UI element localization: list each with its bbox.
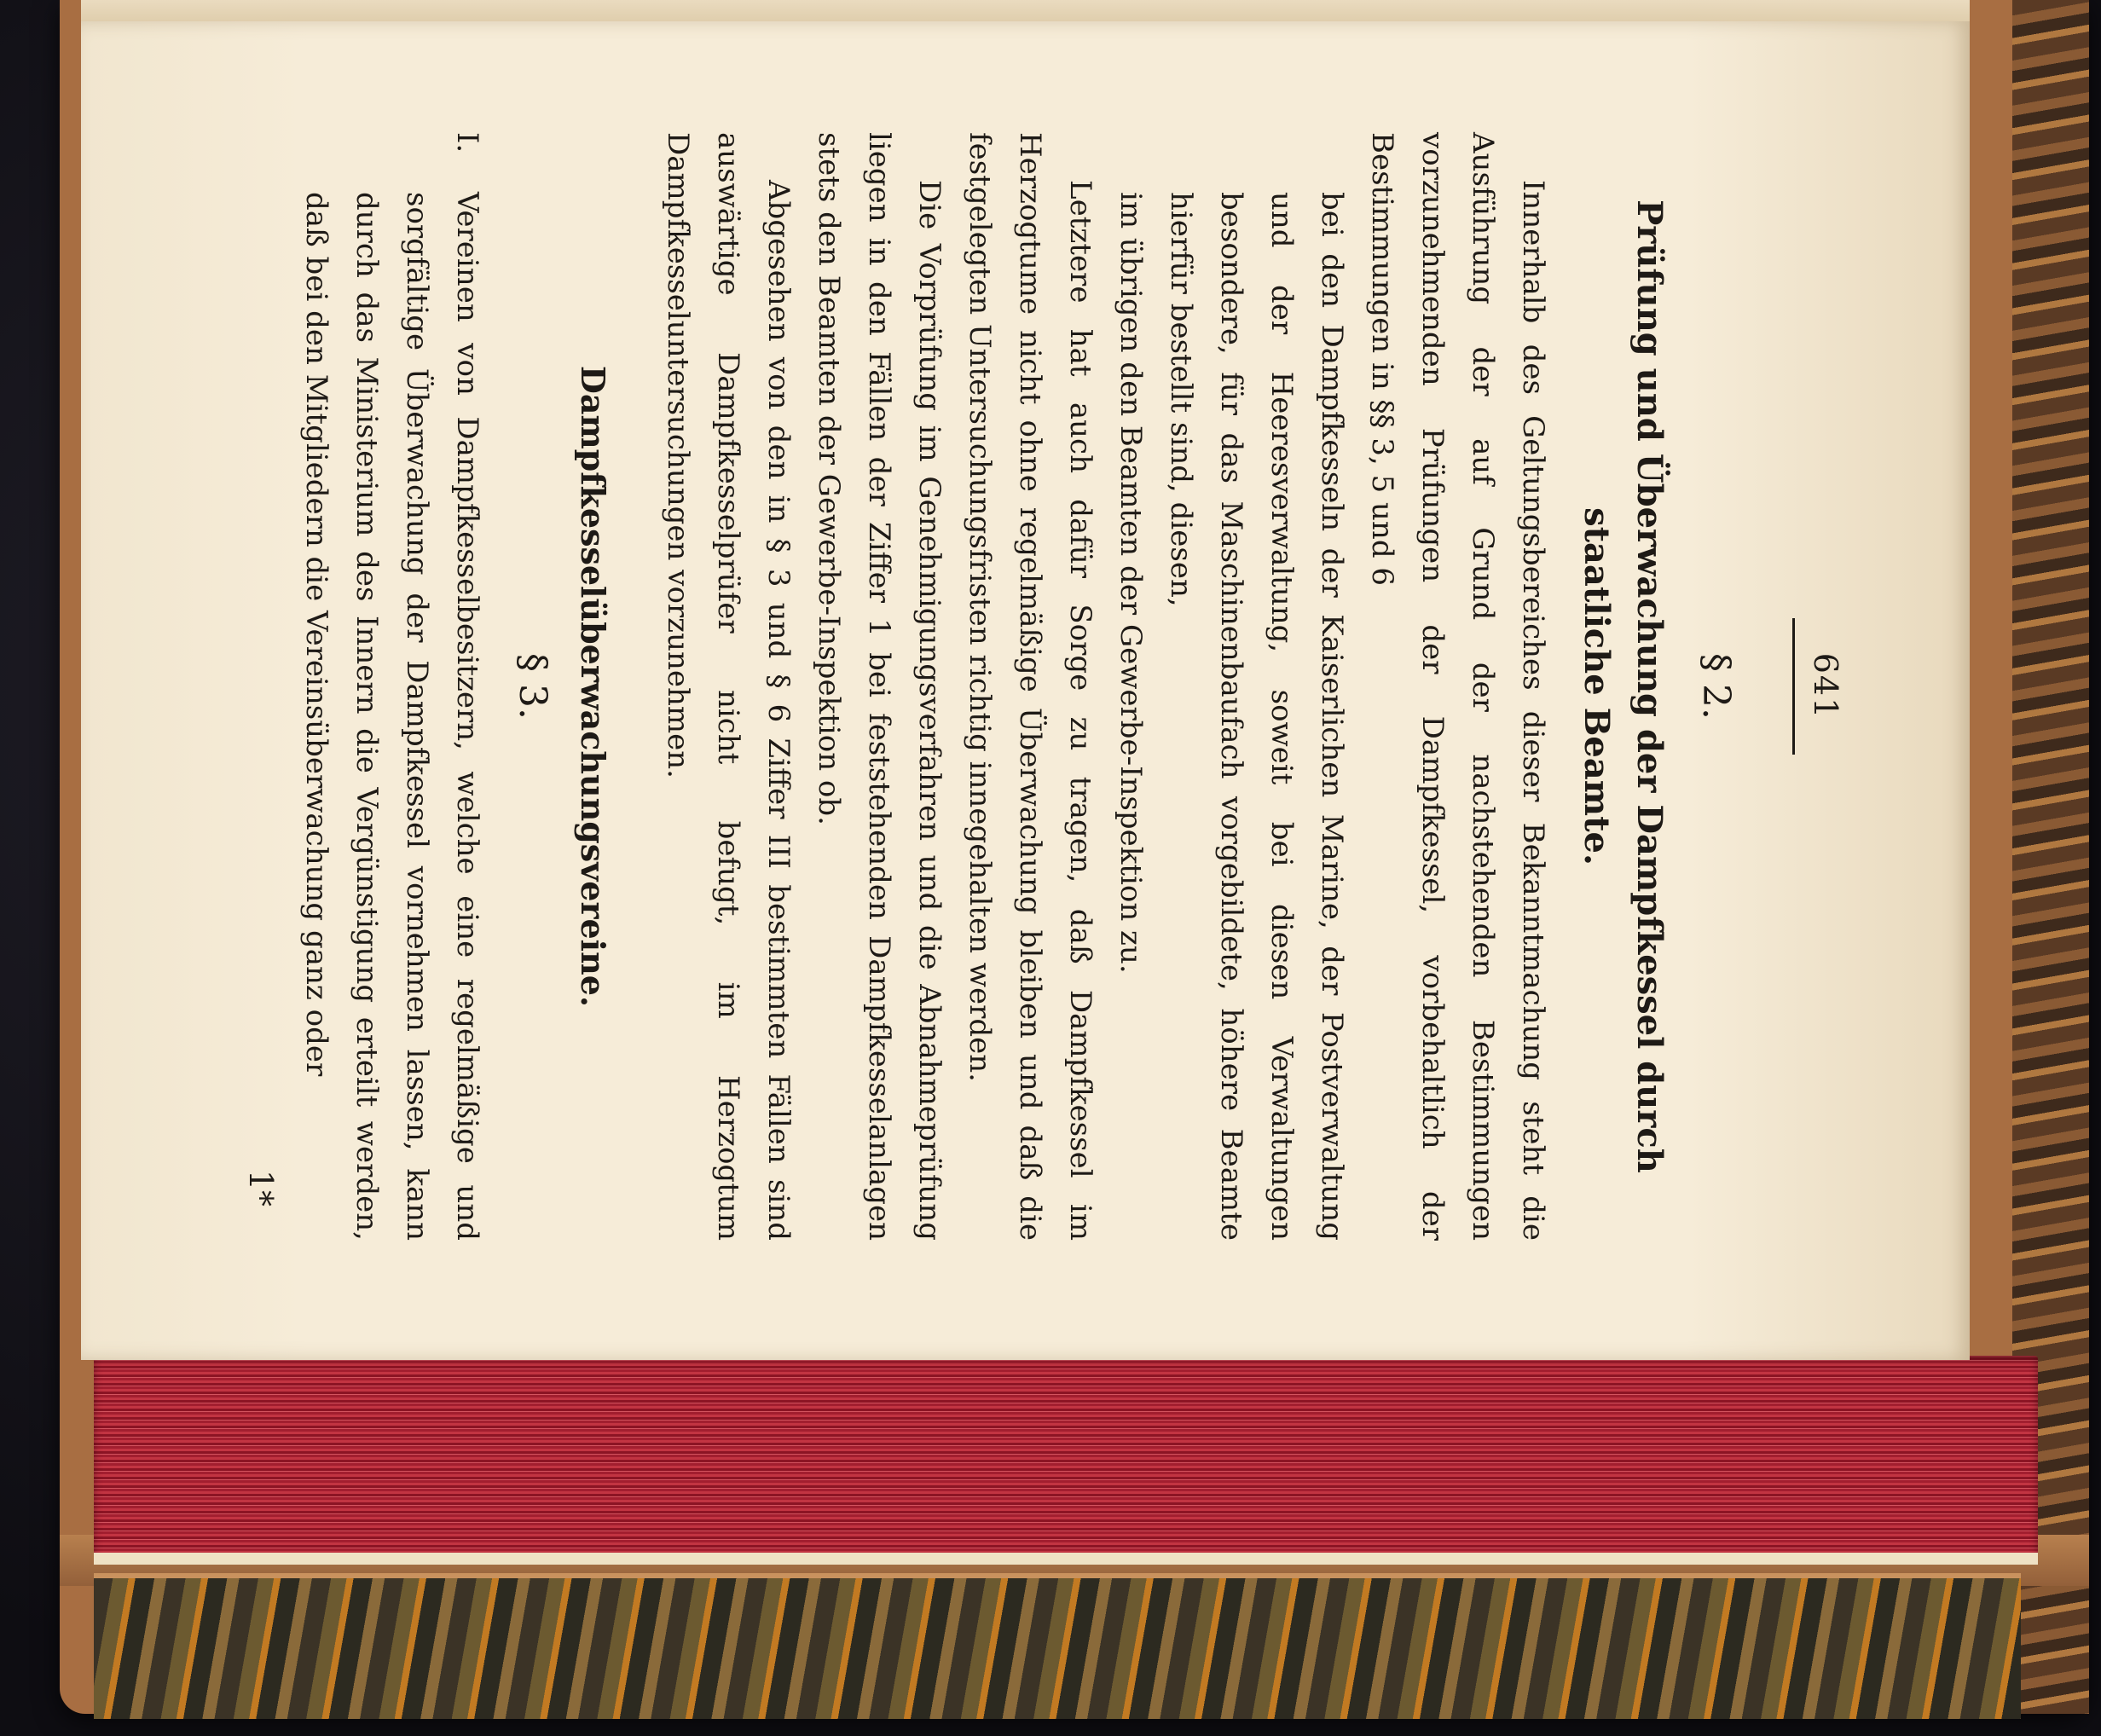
heading-line-1: Prüfung und Überwachung der Dampfkessel durch <box>1629 200 1670 1173</box>
list-item-2: im übrigen den Beamten der Gewerbe-Inspektion zu. <box>1114 192 1148 974</box>
paragraph-2: Letztere hat auch dafür Sorge zu tragen, daß Dampfkessel im Herzogtume nicht ohne regelmäßige Überwachung bleiben und daß die festgelegten Untersuchungsfristen richtig innegehalten werden. <box>963 132 1097 1241</box>
item-label-roman: I. <box>450 132 484 153</box>
rotated-text-block <box>81 21 1970 1360</box>
section-2-label: § 2. <box>1694 653 1738 720</box>
running-head <box>1792 132 1850 1241</box>
page-number: 641 <box>1807 652 1844 720</box>
marbled-cover-board <box>94 1573 2021 1719</box>
printed-page <box>81 21 1970 1360</box>
paragraph-3: Die Vorprüfung im Genehmigungsverfahren und die Abnahmeprüfung liegen in den Fällen der Ziffer 1 bei feststehenden Dampfkesselanlagen stets den Beamten der Gewerbe-Inspektion ob. <box>812 132 946 1241</box>
list-item-1: bei den Dampfkesseln der Kaiserlichen Marine, der Postverwaltung und der Heeresverwaltung, soweit bei diesen Verwaltungen besondere, für das Maschinenbaufach vorgebildete, höhere Beamte hierfür bestellt sind, diesen, <box>1164 192 1349 1241</box>
list-item-3 <box>291 132 492 1241</box>
paragraph-4: Abgesehen von den in § 3 und § 6 Ziffer III bestimmten Fällen sind auswärtige Dampfkesselprüfer nicht befugt, im Herzogtum Dampfkesseluntersuchungen vorzunehmen. <box>661 132 796 1241</box>
page-edge-cream <box>94 1553 2038 1565</box>
section-2-heading <box>1570 132 1676 1241</box>
paragraph-1: Innerhalb des Geltungsbereiches dieser Bekanntmachung steht die Ausführung der auf Grund der nachstehenden Bestimmungen vorzunehmenden Prüfungen der Dampfkessel, vorbehaltlich der Bestimmungen in §§ 3, 5 und 6 <box>1365 132 1550 1241</box>
header-rule <box>1792 618 1795 755</box>
subheading-vereine: Dampfkesselüberwachungsvereine. <box>574 365 612 1008</box>
sheet-signature: 1* <box>242 1169 280 1207</box>
heading-line-2: staatliche Beamte. <box>1577 507 1617 865</box>
list-item-3-text: Vereinen von Dampfkesselbesitzern, welche eine regelmäßige und sorgfältige Überwachung der Dampfkessel vornehmen lassen, kann durch das Ministerium des Innern die Vergünstigung erteilt werden, daß bei den Mitgliedern die Vereinsüberwachung ganz oder <box>299 192 484 1241</box>
page-content <box>235 132 1850 1241</box>
red-page-edges <box>94 1356 2038 1565</box>
section-3-label: § 3. <box>511 653 554 720</box>
